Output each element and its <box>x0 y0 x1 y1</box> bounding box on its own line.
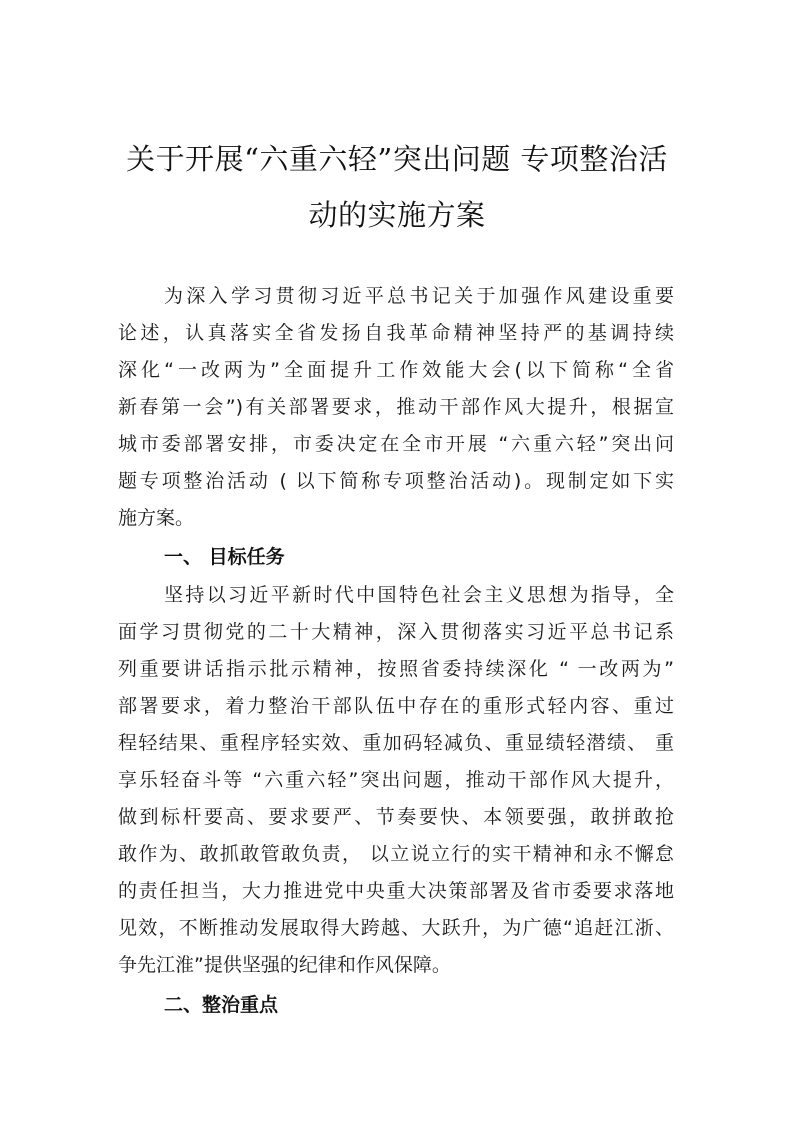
paragraph-line: 做到标杆要高、要求要严、节奏要快、本领要强，敢拼敢抢 <box>118 806 674 828</box>
paragraph-line: 面学习贯彻党的二十大精神，深入贯彻落实习近平总书记系 <box>118 621 674 643</box>
paragraph-line: 争先江淮”提供坚强的纪律和作风保障。 <box>118 954 451 976</box>
paragraph-line: 城市委部署安排，市委决定在全市开展 “六重六轻”突出问 <box>118 433 674 455</box>
paragraph-line: 享乐轻奋斗等 “六重六轻”突出问题，推动干部作风大提升， <box>118 769 674 791</box>
paragraph-line: 部署要求，着力整治干部队伍中存在的重形式轻内容、重过 <box>118 695 674 717</box>
paragraph-line: 新春第一会”)有关部署要求，推动干部作风大提升，根据宣 <box>118 396 674 418</box>
document-title-line-2: 动的实施方案 <box>308 198 486 232</box>
section-heading-1: 一、 目标任务 <box>164 546 285 568</box>
paragraph-line: 敢作为、敢抓敢管敢负责， 以立说立行的实干精神和永不懈怠 <box>118 843 674 865</box>
paragraph-line: 坚持以习近平新时代中国特色社会主义思想为指导，全 <box>164 584 674 606</box>
paragraph-line: 的责任担当，大力推进党中央重大决策部署及省市委要求落地 <box>118 880 674 902</box>
document-title-line-1: 关于开展“六重六轻”突出问题 专项整治活 <box>126 142 668 176</box>
paragraph-line: 见效，不断推动发展取得大跨越、大跃升，为广德“追赶江浙、 <box>118 917 674 939</box>
paragraph-line: 程轻结果、重程序轻实效、重加码轻减负、重显绩轻潜绩、 重 <box>118 732 674 754</box>
section-heading-2: 二、整治重点 <box>164 994 279 1016</box>
paragraph-line: 施方案。 <box>118 507 195 529</box>
paragraph-line: 列重要讲话指示批示精神，按照省委持续深化 “ 一改两为” <box>118 658 674 680</box>
paragraph-line: 论述，认真落实全省发扬自我革命精神坚持严的基调持续 <box>118 322 674 344</box>
paragraph-line: 为深入学习贯彻习近平总书记关于加强作风建设重要 <box>164 285 674 307</box>
paragraph-line: 题专项整治活动 ( 以下简称专项整治活动)。现制定如下实 <box>118 470 674 492</box>
paragraph-line: 深化“一改两为”全面提升工作效能大会(以下简称“全省 <box>118 359 674 381</box>
